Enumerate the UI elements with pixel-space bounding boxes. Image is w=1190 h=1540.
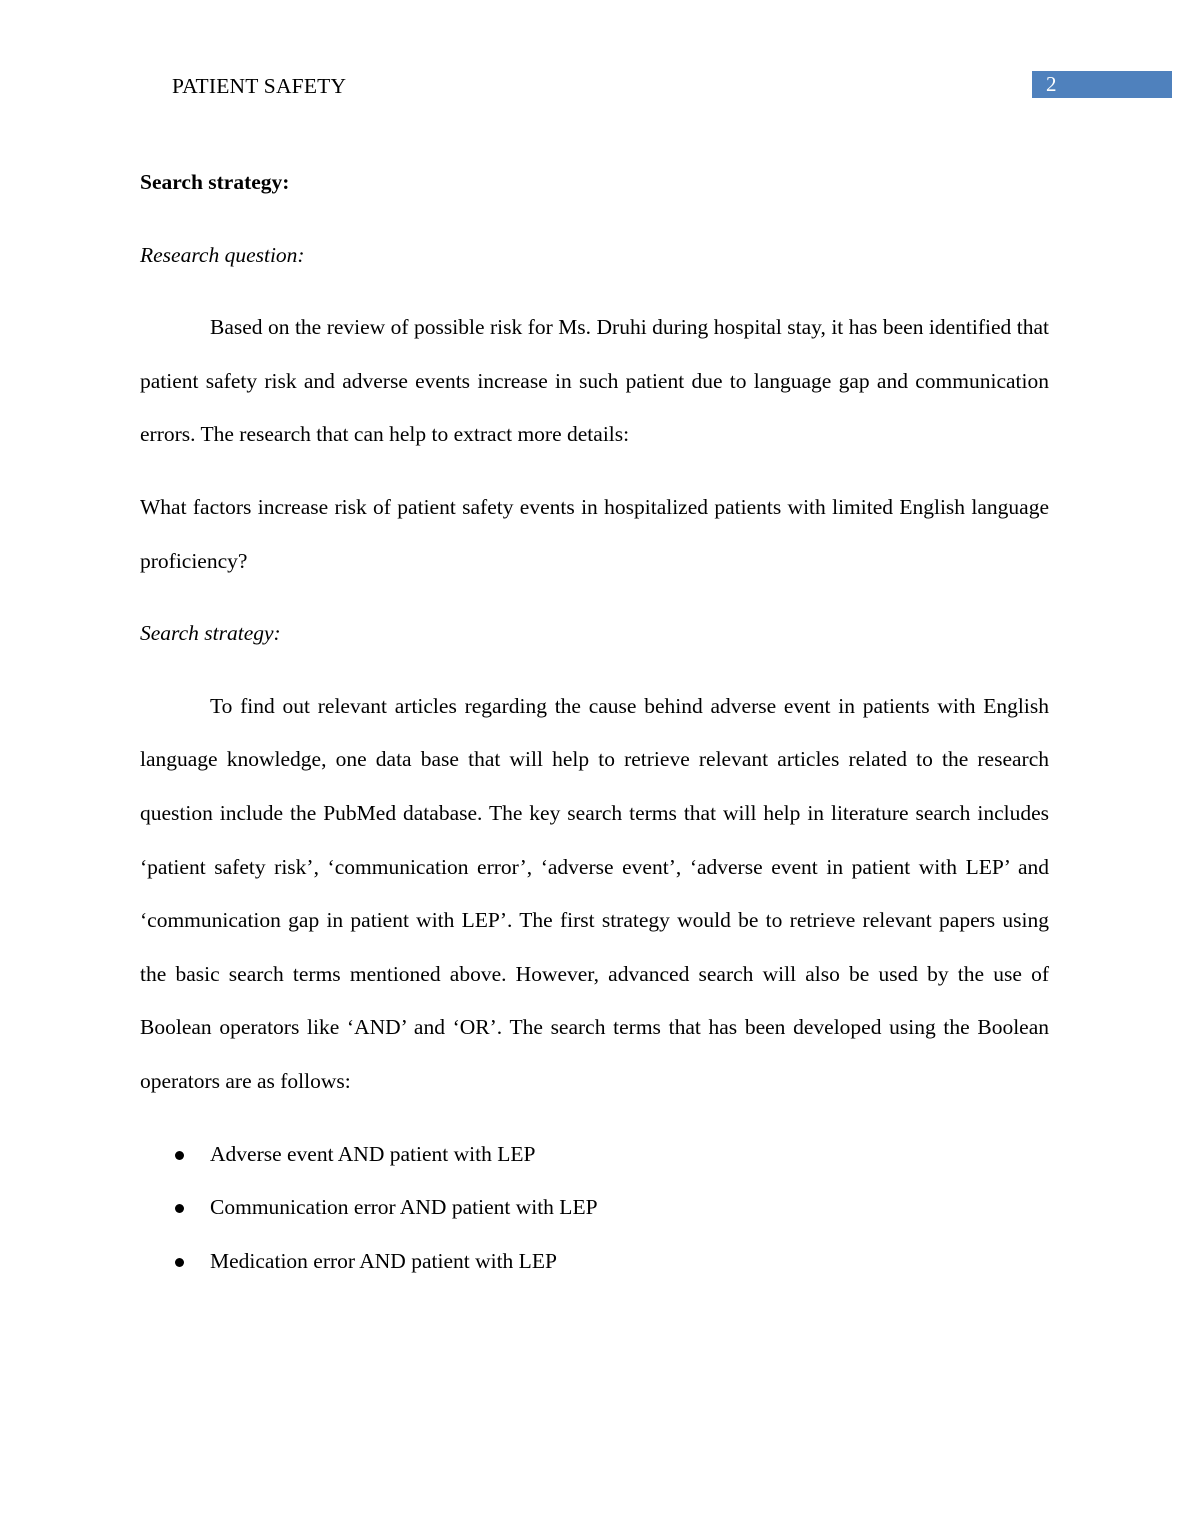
list-item-text: Communication error AND patient with LEP [210, 1195, 598, 1220]
list-item [140, 1128, 1049, 1182]
list-item-text: Medication error AND patient with LEP [210, 1248, 557, 1273]
document-body [140, 156, 1049, 1288]
page-number-bar [1032, 71, 1172, 98]
paragraph-review: Based on the review of possible risk for Ms. Druhi during hospital stay, it has been identified that patient safety risk and adverse events increase in such patient due to language gap and communication errors. The research that can help to extract more details: [140, 315, 1049, 447]
list-item-text: Adverse event AND patient with LEP [210, 1141, 536, 1166]
section-heading: Search strategy: [140, 170, 290, 194]
list-item [140, 1181, 1049, 1235]
page-number: 2 [1046, 72, 1057, 96]
list-item [140, 1235, 1049, 1289]
paragraph-search-strategy: To find out relevant articles regarding the cause behind adverse event in patients with English language knowledge, one data base that will help to retrieve relevant articles related to the research question include the PubMed database. The key search terms that will help in literature search includes ‘patient safety risk’, ‘communication error’, ‘adverse event’, ‘adverse event in patient with LEP’ and ‘communication gap in patient with LEP’. The first strategy would be to retrieve relevant papers using the basic search terms mentioned above. However, advanced search will also be used by the use of Boolean operators like ‘AND’ and ‘OR’. The search terms that has been developed using the Boolean operators are as follows: [140, 693, 1049, 1093]
search-strategy-label: Search strategy: [140, 621, 281, 646]
search-terms-list [140, 1128, 1049, 1289]
running-head: PATIENT SAFETY [172, 74, 347, 98]
research-question-label: Research question: [140, 242, 305, 267]
research-question-text: What factors increase risk of patient safety events in hospitalized patients with limited English language proficiency? [140, 494, 1049, 573]
bullet-icon [175, 1151, 184, 1160]
bullet-icon [175, 1204, 184, 1213]
bullet-icon [175, 1258, 184, 1267]
